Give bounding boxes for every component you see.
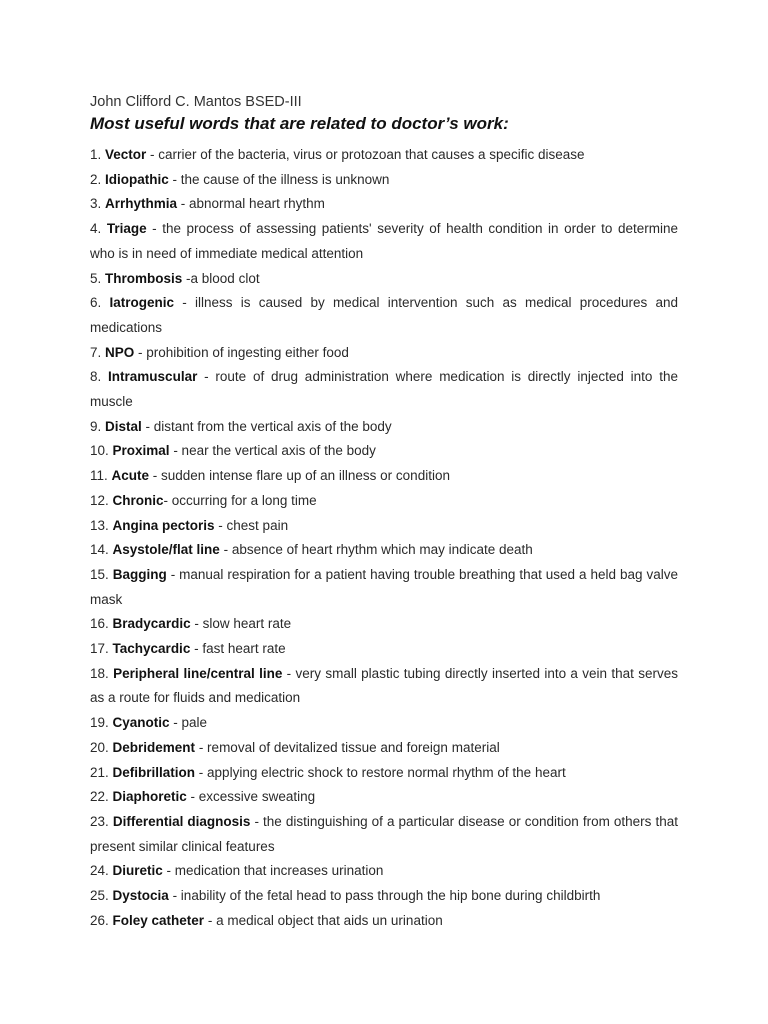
term-number: 15. <box>90 566 113 582</box>
term-word: Cyanotic <box>112 715 170 731</box>
term-word: Chronic <box>112 492 164 508</box>
term-definition: - inability of the fetal head to pass through the hip bone during childbirth <box>168 888 601 904</box>
term-word: Idiopathic <box>105 171 169 187</box>
term-word: Arrhythmia <box>105 196 178 212</box>
term-item <box>90 859 678 884</box>
term-definition: - illness is caused by medical intervention such as medical procedures and medications <box>90 295 678 335</box>
term-definition: - near the vertical axis of the body <box>169 443 376 459</box>
term-item <box>90 365 678 414</box>
term-item <box>90 884 678 909</box>
term-number: 2. <box>90 171 106 187</box>
term-number: 11. <box>90 468 112 484</box>
term-word: Bradycardic <box>112 616 191 632</box>
term-word: Vector <box>105 147 147 162</box>
term-definition: - sudden intense flare up of an illness or condition <box>149 468 450 484</box>
term-definition: -a blood clot <box>182 270 260 286</box>
term-item <box>90 489 678 514</box>
term-definition: - carrier of the bacteria, virus or protozoan that causes a specific disease <box>146 147 585 162</box>
terms-list <box>90 143 678 934</box>
term-number: 18. <box>90 665 114 681</box>
term-definition: - the process of assessing patients' severity of health condition in order to determine who is in need of immediate medical attention <box>90 221 678 261</box>
term-number: 10. <box>90 443 113 459</box>
term-item <box>90 761 678 786</box>
term-word: Triage <box>106 221 147 237</box>
term-item <box>90 341 678 366</box>
term-definition: - slow heart rate <box>190 616 292 632</box>
term-number: 8. <box>90 369 109 385</box>
author-line: John Clifford C. Mantos BSED-III <box>90 94 302 110</box>
term-word: Distal <box>105 418 142 434</box>
term-word: Differential diagnosis <box>112 813 251 829</box>
term-number: 25. <box>90 888 113 904</box>
term-definition: - distant from the vertical axis of the body <box>141 418 392 434</box>
term-item <box>90 736 678 761</box>
term-number: 16. <box>90 616 113 632</box>
term-number: 21. <box>90 764 113 780</box>
term-word: Proximal <box>112 443 170 459</box>
term-word: Acute <box>111 468 150 484</box>
term-number: 9. <box>90 418 106 434</box>
term-number: 26. <box>90 912 113 928</box>
term-word: Peripheral line/central line <box>113 665 283 681</box>
term-number: 3. <box>90 196 106 212</box>
term-definition: - manual respiration for a patient having trouble breathing that used a held bag valve mask <box>90 566 678 607</box>
term-word: Iatrogenic <box>109 295 175 311</box>
term-word: Foley catheter <box>112 912 205 928</box>
term-item <box>90 143 678 168</box>
term-word: Debridement <box>112 739 196 755</box>
term-item <box>90 267 678 292</box>
term-number: 24. <box>90 863 113 879</box>
term-item <box>90 785 678 810</box>
term-item <box>90 168 678 193</box>
term-item <box>90 415 678 440</box>
term-item <box>90 637 678 662</box>
term-item <box>90 810 678 859</box>
term-definition: - the distinguishing of a particular disease or condition from others that present similar clinical features <box>90 813 678 854</box>
term-item <box>90 612 678 637</box>
term-definition: - removal of devitalized tissue and foreign material <box>195 739 500 755</box>
term-item <box>90 439 678 464</box>
term-definition: - applying electric shock to restore normal rhythm of the heart <box>195 764 566 780</box>
term-number: 12. <box>90 492 113 508</box>
term-word: Defibrillation <box>112 764 196 780</box>
term-definition: - pale <box>169 715 208 731</box>
term-item <box>90 291 678 340</box>
term-number: 6. <box>90 295 110 311</box>
term-item <box>90 662 678 711</box>
term-number: 14. <box>90 542 113 558</box>
term-word: Angina pectoris <box>112 517 215 533</box>
document-page <box>90 92 678 934</box>
term-number: 22. <box>90 789 113 805</box>
term-item <box>90 909 678 934</box>
term-definition: - excessive sweating <box>186 789 316 805</box>
term-item <box>90 192 678 217</box>
term-number: 13. <box>90 517 113 533</box>
term-definition: - occurring for a long time <box>163 492 317 508</box>
term-definition: - medication that increases urination <box>162 863 384 879</box>
term-number: 7. <box>90 344 106 360</box>
term-number: 5. <box>90 270 106 286</box>
term-definition: - abnormal heart rhythm <box>177 196 325 212</box>
term-item <box>90 464 678 489</box>
term-number: 20. <box>90 739 113 755</box>
term-number: 4. <box>90 221 107 237</box>
term-item <box>90 563 678 612</box>
term-word: Intramuscular <box>108 369 198 385</box>
term-word: Tachycardic <box>112 641 191 657</box>
term-word: Diuretic <box>112 863 163 879</box>
term-word: NPO <box>105 344 135 360</box>
term-word: Thrombosis <box>105 270 183 286</box>
term-item <box>90 514 678 539</box>
term-item <box>90 217 678 266</box>
term-definition: - the cause of the illness is unknown <box>168 171 390 187</box>
term-definition: - absence of heart rhythm which may indicate death <box>219 542 533 558</box>
term-definition: - chest pain <box>214 517 289 533</box>
term-word: Asystole/flat line <box>112 542 220 558</box>
term-item <box>90 538 678 563</box>
term-number: 19. <box>90 715 113 731</box>
term-word: Diaphoretic <box>112 789 187 805</box>
term-number: 1. <box>90 147 106 162</box>
term-item <box>90 711 678 736</box>
term-word: Bagging <box>112 566 167 582</box>
term-definition: - very small plastic tubing directly inserted into a vein that serves as a route for fluids and medication <box>90 665 678 706</box>
term-definition: - route of drug administration where medication is directly injected into the muscle <box>90 369 678 410</box>
term-number: 23. <box>90 813 113 829</box>
term-definition: - a medical object that aids un urination <box>204 912 443 928</box>
term-definition: - prohibition of ingesting either food <box>134 344 349 360</box>
term-definition: - fast heart rate <box>190 641 286 657</box>
term-word: Dystocia <box>112 888 169 904</box>
document-heading: Most useful words that are related to doctor’s work: <box>90 114 509 133</box>
term-number: 17. <box>90 641 113 657</box>
